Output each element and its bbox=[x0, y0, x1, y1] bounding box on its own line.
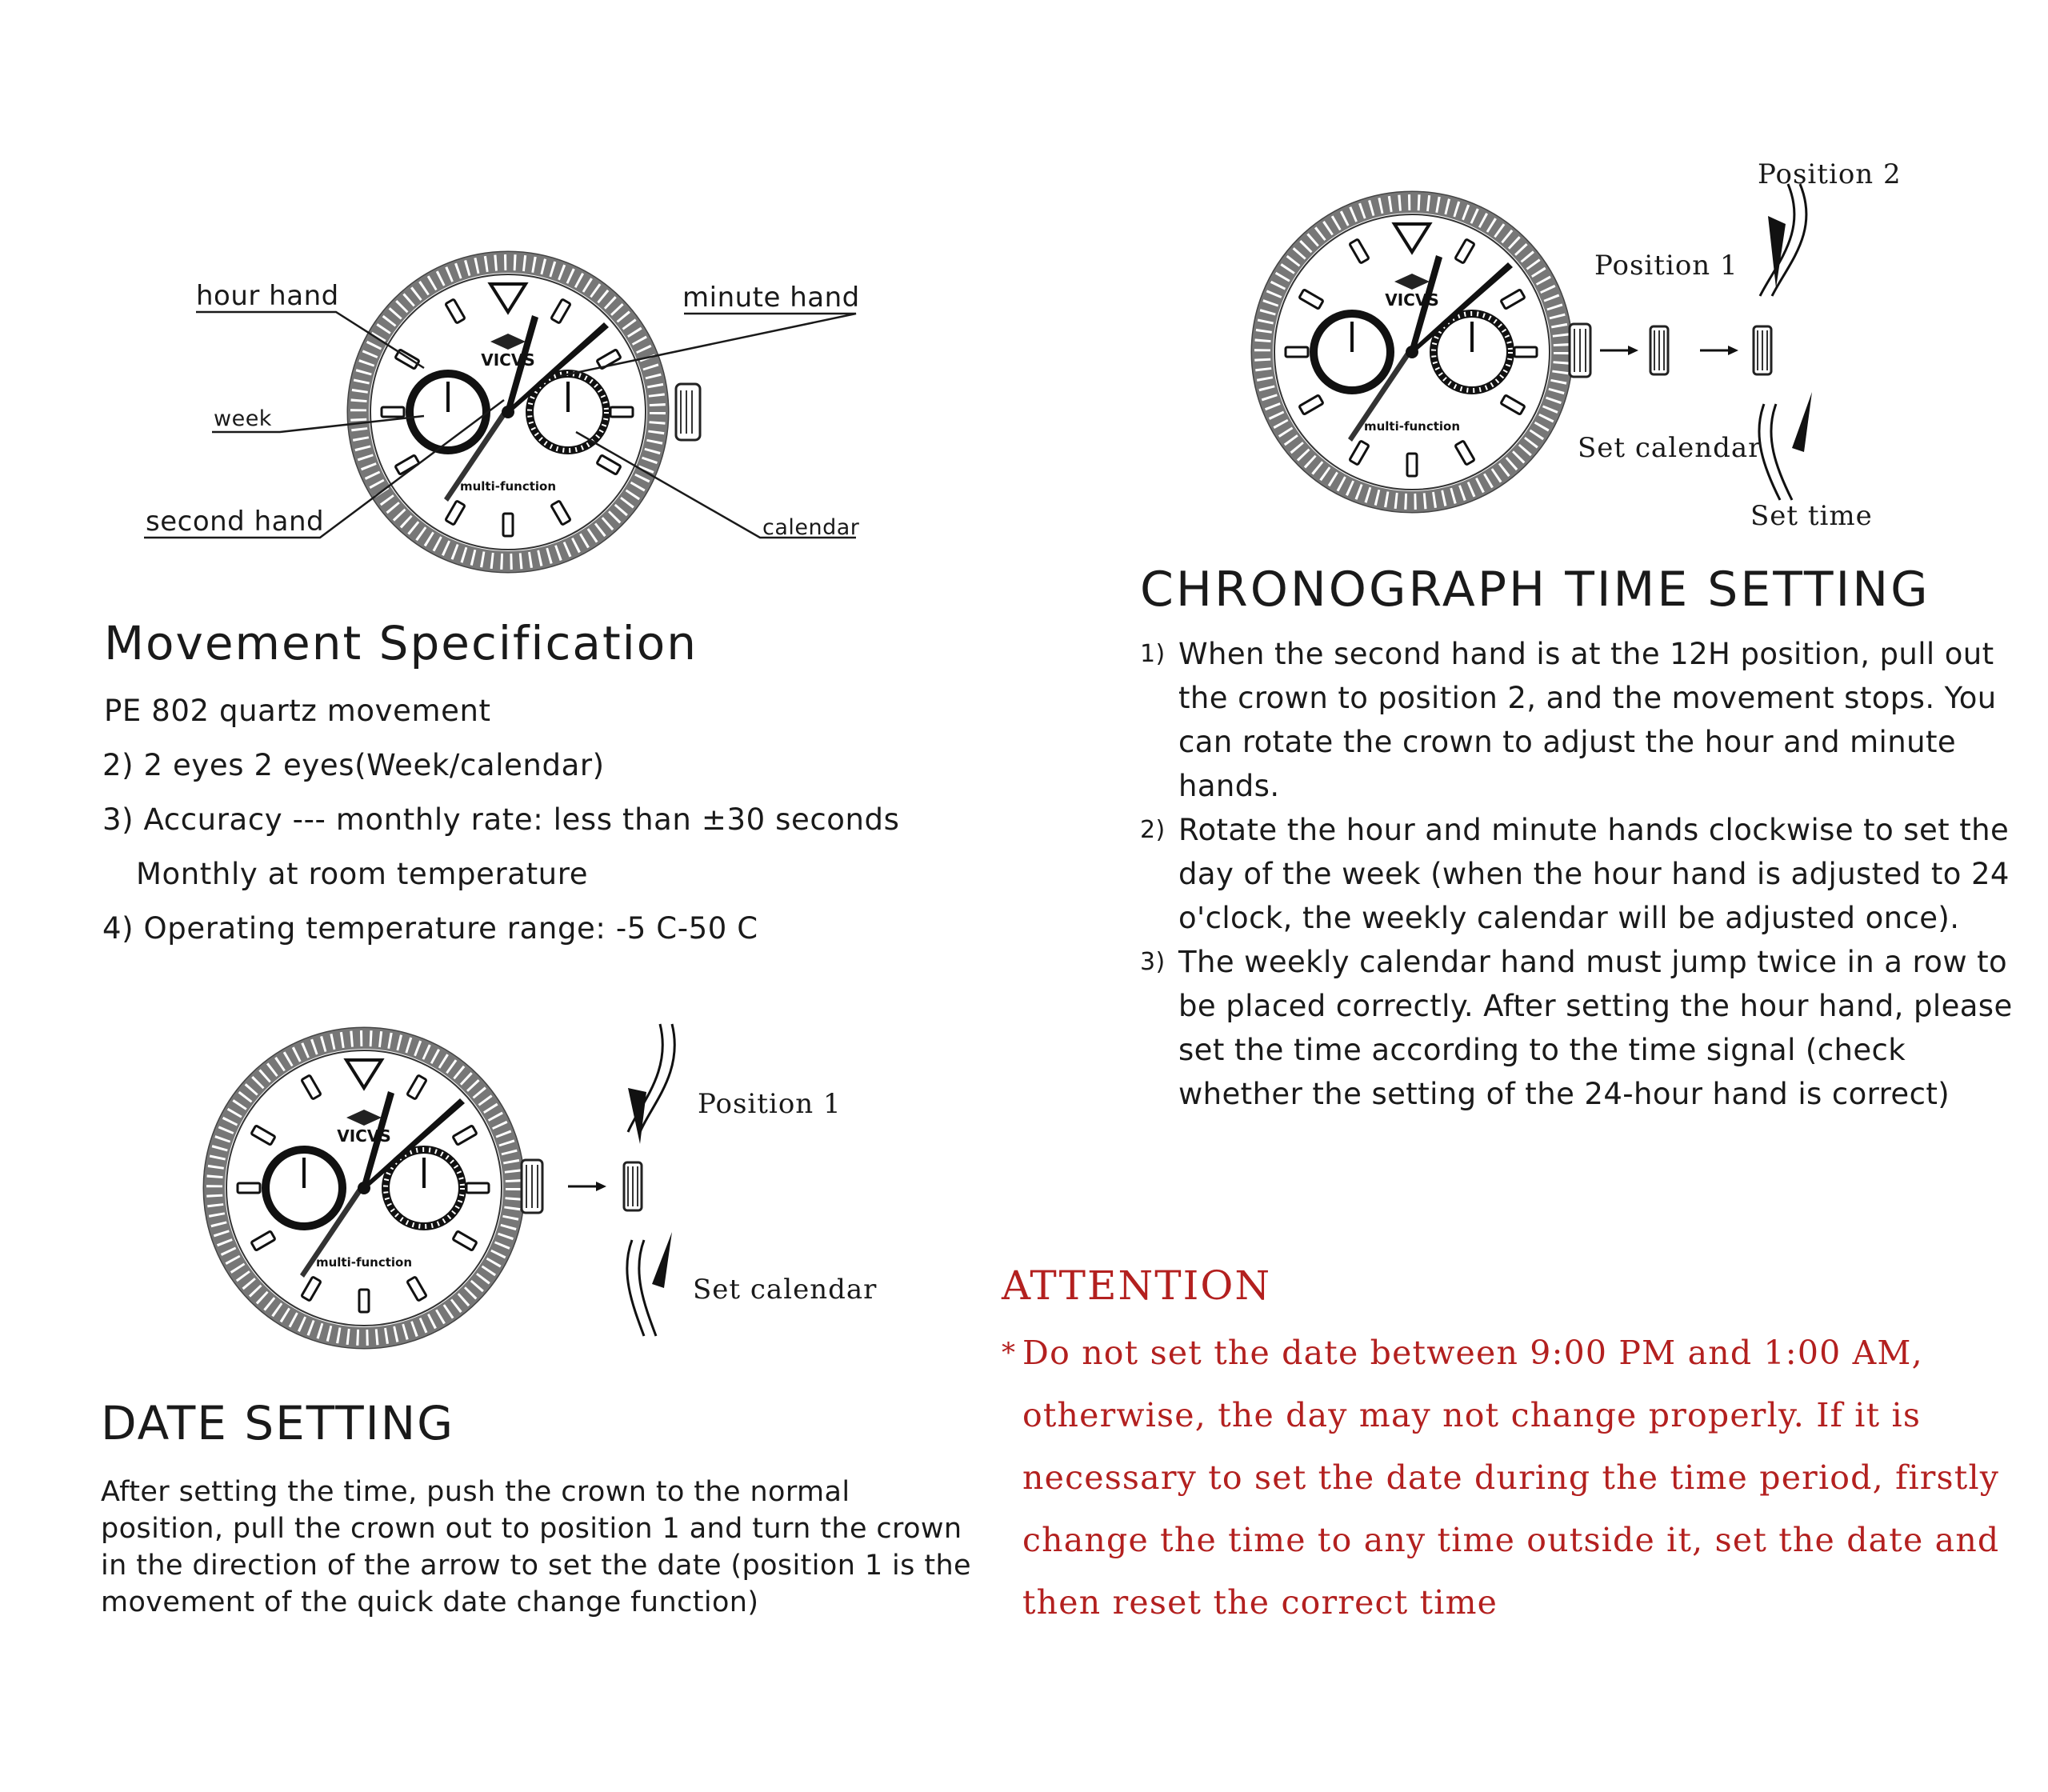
chrono-position-2-label: Position 2 bbox=[1758, 158, 1902, 190]
crown-position-1-icon bbox=[1650, 326, 1668, 374]
date-setting-diagram bbox=[160, 1000, 920, 1376]
spec-line-3: 3) Accuracy --- monthly rate: less than ±30 seconds bbox=[102, 802, 900, 837]
chrono-step-1 bbox=[1140, 632, 2028, 808]
date-setting-title: DATE SETTING bbox=[101, 1396, 455, 1450]
attention-block bbox=[1002, 1322, 2010, 1634]
attention-title: ATTENTION bbox=[1002, 1262, 1272, 1309]
minute-hand-label: minute hand bbox=[682, 282, 860, 314]
movement-spec-title: Movement Specification bbox=[104, 616, 698, 670]
calendar-label: calendar bbox=[762, 515, 860, 540]
step-number: 2) bbox=[1140, 816, 1166, 844]
date-position-1-label: Position 1 bbox=[698, 1088, 842, 1120]
chrono-setting-diagram bbox=[1216, 144, 1936, 560]
pull-arrow-icon bbox=[568, 1182, 606, 1191]
step-text: Rotate the hour and minute hands clockwise to set the day of the week (when the hour hand is adjusted to 24 o'clock, the weekly calendar will be adjusted once). bbox=[1178, 813, 2010, 935]
crown-icon bbox=[1570, 324, 1590, 377]
rotate-up-arrow-icon bbox=[628, 1024, 674, 1144]
chrono-set-calendar-label: Set calendar bbox=[1578, 432, 1762, 464]
hour-hand-label: hour hand bbox=[196, 280, 339, 312]
crown-icon bbox=[522, 1160, 542, 1213]
pull-arrow-1-icon bbox=[1600, 346, 1638, 355]
chrono-set-time-label: Set time bbox=[1750, 500, 1873, 532]
date-set-calendar-label: Set calendar bbox=[693, 1274, 878, 1306]
spec-line-5: 4) Operating temperature range: -5 C-50 C bbox=[102, 911, 758, 946]
chrono-position-1-label: Position 1 bbox=[1594, 250, 1738, 282]
crown-position-2-icon bbox=[1754, 326, 1771, 374]
rotate-up-arrow-icon bbox=[1760, 184, 1806, 296]
spec-line-4: Monthly at room temperature bbox=[136, 857, 589, 891]
chrono-steps-list bbox=[1140, 632, 2028, 1116]
step-number: 3) bbox=[1140, 948, 1166, 976]
crown-position-1-icon bbox=[624, 1162, 642, 1210]
chrono-setting-title: CHRONOGRAPH TIME SETTING bbox=[1140, 562, 1930, 618]
watch-face-icon bbox=[348, 252, 700, 572]
chrono-step-2 bbox=[1140, 808, 2028, 940]
rotate-down-arrow-icon bbox=[1759, 392, 1812, 500]
pull-arrow-2-icon bbox=[1700, 346, 1738, 355]
attention-marker: * bbox=[1002, 1337, 1017, 1369]
step-text: The weekly calendar hand must jump twice in a row to be placed correctly. After setting the hour hand, please set the time according to the time signal (check whether the setting of the 24-hour hand is correct) bbox=[1178, 945, 2013, 1111]
rotate-down-arrow-icon bbox=[627, 1232, 672, 1336]
step-number: 1) bbox=[1140, 640, 1166, 668]
chrono-step-3 bbox=[1140, 940, 2028, 1116]
step-text: When the second hand is at the 12H position, pull out the crown to position 2, and the movement stops. You can rotate the crown to adjust the hour and minute hands. bbox=[1178, 637, 1997, 803]
spec-line-2: 2) 2 eyes 2 eyes(Week/calendar) bbox=[102, 748, 605, 782]
attention-body: Do not set the date between 9:00 PM and 1:00 AM, otherwise, the day may not change properly. If it is necessary to set the date during the time period, firstly change the time to any time outside it, set the date and then reset the correct time bbox=[1022, 1334, 2000, 1622]
second-hand-label: second hand bbox=[146, 506, 325, 538]
date-setting-body: After setting the time, push the crown to the normal position, pull the crown out to position 1 and turn the crown in the direction of the arrow to set the date (position 1 is the movement of the quick date change function) bbox=[101, 1476, 971, 1618]
spec-line-1: PE 802 quartz movement bbox=[104, 694, 491, 728]
week-label: week bbox=[214, 406, 272, 431]
